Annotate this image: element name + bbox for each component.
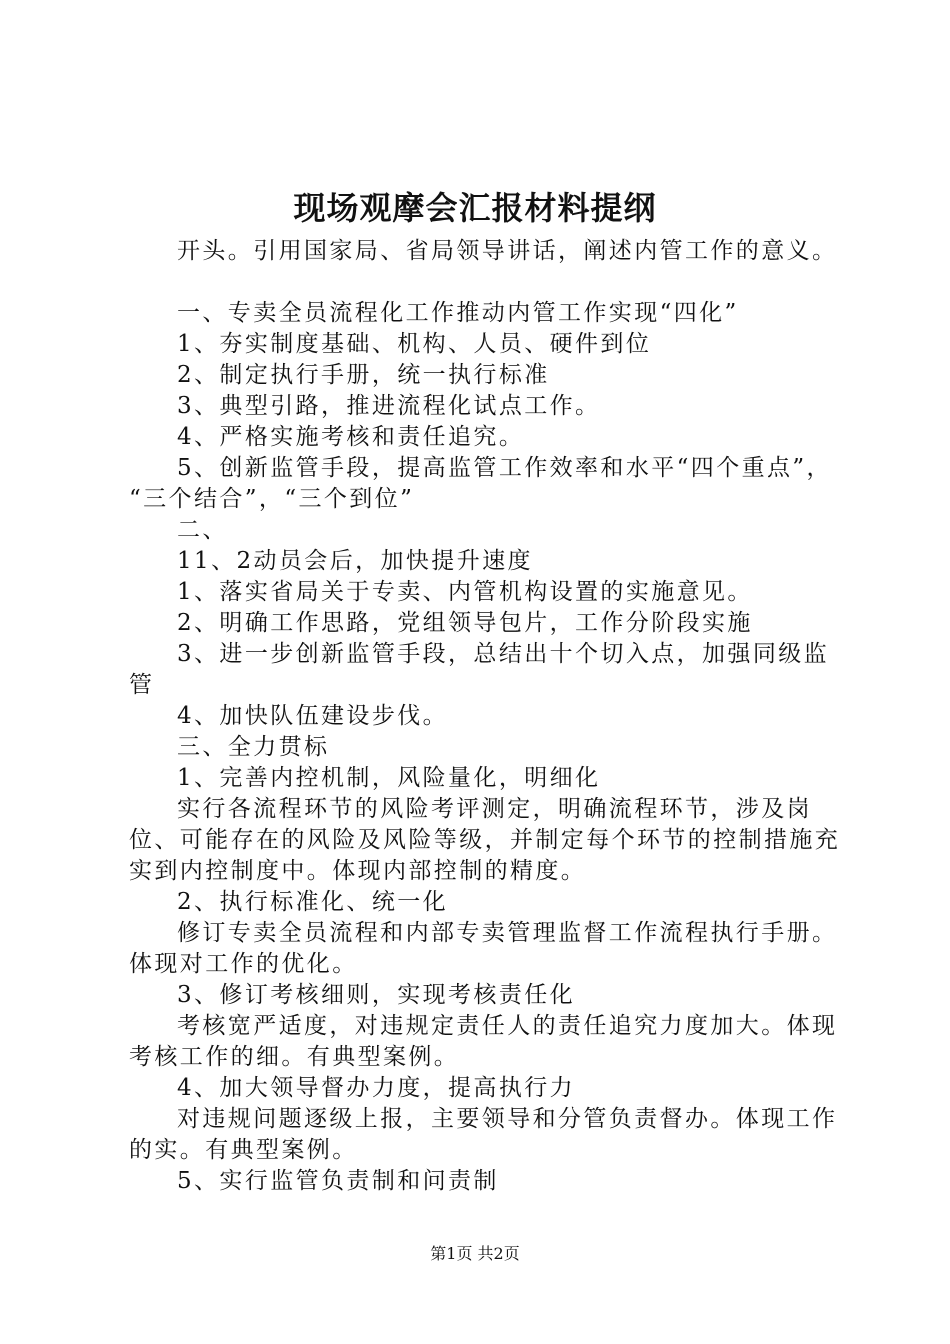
list-item-continuation: “三个结合”，“三个到位”: [129, 486, 415, 512]
list-item: 1、完善内控机制，风险量化，明细化: [177, 765, 601, 791]
section-heading-1: 一、专卖全员流程化工作推动内管工作实现“四化”: [177, 300, 739, 326]
body-paragraph: 对违规问题逐级上报，主要领导和分管负责督办。体现工作的实。有典型案例。: [129, 1106, 838, 1163]
list-item: 4、加大领导督办力度，提高执行力: [177, 1075, 576, 1101]
body-paragraph: 实行各流程环节的风险考评测定，明确流程环节，涉及岗位、可能存在的风险及风险等级，并制定每个环节的控制措施充实到内控制度中。体现内部控制的精度。: [129, 796, 841, 884]
list-item: 2、执行标准化、统一化: [177, 889, 449, 915]
list-item: 3、修订考核细则，实现考核责任化: [177, 982, 576, 1008]
list-item: 4、加快队伍建设步伐。: [177, 703, 449, 729]
list-item: 4、严格实施考核和责任追究。: [177, 424, 525, 450]
list-item: 11、2动员会后，加快提升速度: [177, 548, 533, 574]
list-item: 5、实行监管负责制和问责制: [177, 1168, 499, 1194]
document-body: [129, 236, 849, 1197]
body-paragraph: 修订专卖全员流程和内部专卖管理监督工作流程执行手册。体现对工作的优化。: [129, 920, 838, 977]
body-paragraph: 考核宽严适度，对违规定责任人的责任追究力度加大。体现考核工作的细。有典型案例。: [129, 1013, 838, 1070]
section-heading-3: 三、全力贯标: [177, 734, 330, 760]
document-title: 现场观摩会汇报材料提纲: [293, 189, 657, 227]
list-item: 5、创新监管手段，提高监管工作效率和水平“四个重点”，: [177, 455, 832, 481]
page-number-footer: 第1页 共2页: [430, 1244, 520, 1263]
list-item: 2、制定执行手册，统一执行标准: [177, 362, 550, 388]
list-item: 1、夯实制度基础、机构、人员、硬件到位: [177, 331, 652, 357]
list-item: 3、进一步创新监管手段，总结出十个切入点，加强同级监管: [129, 641, 830, 698]
section-heading-2: 二、: [177, 517, 228, 543]
list-item: 3、典型引路，推进流程化试点工作。: [177, 393, 601, 419]
list-item: 2、明确工作思路，党组领导包片，工作分阶段实施: [177, 610, 753, 636]
list-item: 1、落实省局关于专卖、内管机构设置的实施意见。: [177, 579, 753, 605]
paragraph-intro: 开头。引用国家局、省局领导讲话，阐述内管工作的意义。: [177, 238, 838, 264]
